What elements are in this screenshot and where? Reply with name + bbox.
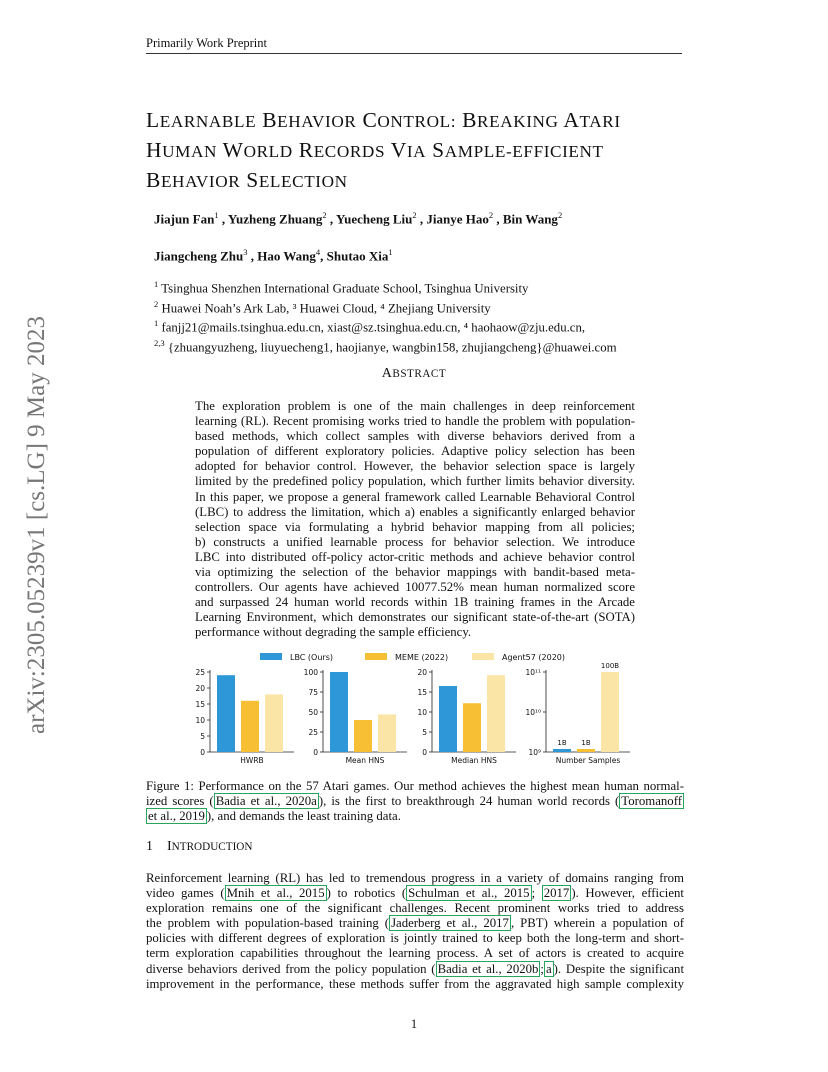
bar bbox=[577, 749, 595, 752]
abstract-line: LBC into distributed off-policy actor-critic methods and achieve behavior control bbox=[195, 549, 635, 564]
figure-caption bbox=[146, 779, 684, 825]
bar bbox=[265, 694, 283, 752]
affiliation-text: Huawei Noah’s Ark Lab, ³ Huawei Cloud, ⁴ Zhejiang University bbox=[158, 300, 491, 315]
bar bbox=[439, 686, 457, 752]
y-tick-label: 10⁹ bbox=[528, 748, 541, 757]
body-line bbox=[146, 931, 684, 946]
text-run: diverse behaviors derived from the policy population ( bbox=[146, 961, 436, 976]
caption-line bbox=[146, 794, 684, 809]
affiliation-mark: 2,3 bbox=[154, 337, 165, 348]
text-run: ) to robotics ( bbox=[326, 886, 407, 901]
legend-swatch bbox=[260, 653, 282, 660]
legend-swatch bbox=[365, 653, 387, 660]
caption-line bbox=[146, 779, 684, 794]
author-name: Hao Wang bbox=[257, 248, 316, 264]
bar bbox=[463, 703, 481, 752]
y-tick-label: 10¹⁰ bbox=[525, 708, 541, 717]
text-run: improvement in the performance, these methods suffer from the aggravated high sample complexity bbox=[146, 976, 684, 991]
abstract-line: adopted for behavior control. However, the behavior selection space is largely bbox=[195, 459, 635, 474]
affiliation-mark: 1 bbox=[154, 279, 159, 289]
body-line bbox=[146, 977, 684, 992]
title-line: LEARNABLE BEHAVIOR CONTROL: BREAKING ATARI bbox=[146, 108, 621, 132]
section-title: INTRODUCTION bbox=[167, 839, 253, 854]
author-affiliation-mark: 2 bbox=[412, 210, 417, 220]
running-header: Primarily Work Preprint bbox=[146, 36, 267, 50]
text-run: the problem with population-based training ( bbox=[146, 916, 390, 931]
y-tick-label: 25 bbox=[195, 668, 205, 677]
citation-link[interactable]: 2017 bbox=[543, 886, 570, 901]
authors-line-2: Jiangcheng Zhu$^3$ , Hao Wang$^4$, Shutao Xia$^1$ bbox=[154, 247, 393, 264]
abstract-line: b) constructs a unified learnable process for behavior selection. We introduce bbox=[195, 534, 635, 549]
x-axis-label: Mean HNS bbox=[345, 756, 385, 765]
affiliation-text: {zhuangyuzheng, liuyuecheng1, haojianye, wangbin158, zhujiangcheng}@huawei.com bbox=[164, 339, 617, 354]
abstract-line: Learning Environment, which demonstrates our significant state-of-the-art (SOTA) bbox=[195, 610, 635, 625]
citation-link[interactable]: Schulman et al., 2015 bbox=[408, 886, 530, 901]
author-name: Yuecheng Liu bbox=[335, 211, 413, 227]
affiliation-line bbox=[154, 277, 617, 297]
abstract-line: via optimizing the selection of the behavior mappings with bandit-based meta- bbox=[195, 565, 635, 580]
affiliation-line bbox=[154, 336, 617, 356]
x-axis-label: Number Samples bbox=[555, 756, 621, 765]
bar bbox=[354, 720, 372, 752]
abstract-line: In this paper, we propose a general framework called Learnable Behavioral Control bbox=[195, 489, 635, 504]
abstract-line: learning (RL). Recent promising works tried to handle the problem with population- bbox=[195, 414, 635, 429]
abstract-line: The exploration problem is one of the main challenges in deep reinforcement bbox=[195, 399, 635, 413]
figure-1-chart bbox=[180, 646, 650, 772]
authors-line-1: Jiajun Fan$^1$ , Yuzheng Zhuang$^2$ , Yuecheng Liu$^2$ , Jianye Hao$^2$ , Bin Wang$^2$ bbox=[154, 210, 563, 227]
y-tick-label: 75 bbox=[308, 688, 318, 697]
affiliations bbox=[154, 277, 617, 355]
author-affiliation-mark: 2 bbox=[488, 210, 494, 220]
legend-label: Agent57 (2020) bbox=[502, 653, 566, 662]
text-run: ). Despite the significant bbox=[553, 961, 685, 976]
text-run: Figure 1: Performance on the 57 Atari games. Our method achieves the highest mean human normal- bbox=[146, 779, 684, 793]
affiliation-text: fanjj21@mails.tsinghua.edu.cn, xiast@sz.tsinghua.edu.cn, ⁴ haohaow@zju.edu.cn, bbox=[158, 320, 586, 335]
citation-link[interactable]: a bbox=[545, 961, 552, 976]
y-tick-label: 20 bbox=[195, 684, 205, 693]
bar bbox=[601, 672, 619, 752]
abstract-line: limited by the predefined policy population, which further limits behavior diversity. bbox=[195, 474, 635, 489]
body-line bbox=[146, 871, 684, 886]
abstract-line: and surpassed 24 human world records within 1B training frames in the Arcade bbox=[195, 595, 635, 610]
citation-link[interactable]: Badia et al., 2020a bbox=[215, 794, 317, 809]
author-name: Yuzheng Zhuang bbox=[227, 211, 323, 227]
legend-swatch bbox=[472, 653, 494, 660]
y-tick-label: 5 bbox=[422, 728, 427, 737]
y-tick-label: 20 bbox=[417, 668, 427, 677]
body-line bbox=[146, 886, 684, 901]
author-name: Jianye Hao bbox=[426, 211, 489, 227]
abstract-line: population of different exploratory policies. Adaptive policy selection has been bbox=[195, 444, 635, 459]
text-run: ). However, efficient bbox=[571, 886, 684, 901]
text-run: ; bbox=[531, 886, 542, 901]
bar bbox=[553, 749, 571, 752]
citation-link[interactable]: Jaderberg et al., 2017 bbox=[391, 916, 509, 931]
author-affiliation-mark: 4 bbox=[315, 247, 321, 257]
author-name: Jiajun Fan bbox=[154, 211, 215, 227]
abstract-line: performance without degrading the sample efficiency. bbox=[195, 625, 472, 640]
section-number: 1 bbox=[146, 839, 153, 854]
y-tick-label: 10 bbox=[195, 716, 205, 725]
bar-data-label: 100B bbox=[600, 662, 620, 670]
author-affiliation-mark: 3 bbox=[243, 247, 248, 257]
bar bbox=[330, 672, 348, 752]
abstract-heading bbox=[0, 366, 828, 382]
text-run: ), and demands the least training data. bbox=[206, 809, 401, 824]
author-name: Jiangcheng Zhu bbox=[154, 248, 244, 264]
y-tick-label: 0 bbox=[422, 748, 427, 757]
affiliation-line bbox=[154, 297, 617, 317]
text-run: policies with different degrees of exploration is jointly trained to keep both the long-term and short- bbox=[146, 931, 684, 946]
arxiv-stamp: arXiv:2305.05239v1 [cs.LG] 9 May 2023 bbox=[23, 316, 50, 734]
y-tick-label: 10¹¹ bbox=[525, 668, 541, 677]
y-tick-label: 5 bbox=[200, 732, 205, 741]
y-tick-label: 10 bbox=[417, 708, 427, 717]
section-heading-introduction bbox=[146, 839, 252, 855]
title-line: HUMAN WORLD RECORDS VIA SAMPLE-EFFICIENT bbox=[146, 138, 604, 162]
affiliation-text: Tsinghua Shenzhen International Graduate School, Tsinghua University bbox=[158, 281, 529, 296]
citation-link[interactable]: Toromanoff bbox=[621, 794, 682, 809]
paper-title bbox=[146, 106, 706, 196]
body-line bbox=[146, 962, 684, 977]
bar-data-label: 1B bbox=[557, 739, 567, 747]
text-run: exploration remains one of the significant challenges. Recent prominent works tried to address bbox=[146, 901, 684, 916]
y-tick-label: 15 bbox=[195, 700, 205, 709]
author-affiliation-mark: 1 bbox=[388, 247, 393, 257]
y-tick-label: 25 bbox=[308, 728, 318, 737]
header-rule bbox=[146, 53, 682, 54]
affiliation-mark: 2 bbox=[154, 298, 159, 309]
author-name: Shutao Xia bbox=[326, 248, 389, 264]
text-run: ized scores ( bbox=[146, 794, 214, 809]
author-name: Bin Wang bbox=[502, 211, 558, 227]
abstract-line: (LBC) to address the limitation, which a) enables a significantly enlarged behavior bbox=[195, 504, 635, 519]
affiliation-line bbox=[154, 316, 617, 336]
abstract-line: controllers. Our agents have achieved 10077.52% mean human normalized score bbox=[195, 580, 635, 595]
page-number: 1 bbox=[410, 1017, 418, 1031]
text-run: term exploration capabilities throughout the learning process. A set of actors is created to acquire bbox=[146, 946, 684, 961]
legend-label: LBC (Ours) bbox=[290, 653, 333, 662]
y-tick-label: 15 bbox=[417, 688, 427, 697]
author-affiliation-mark: 2 bbox=[557, 210, 563, 220]
bar bbox=[378, 714, 396, 752]
title-line: BEHAVIOR SELECTION bbox=[146, 168, 348, 192]
caption-line bbox=[146, 809, 684, 824]
y-tick-label: 0 bbox=[313, 748, 318, 757]
abstract-heading-text: ABSTRACT bbox=[381, 366, 447, 381]
body-line bbox=[146, 946, 684, 961]
text-run: ; bbox=[540, 961, 544, 976]
legend-label: MEME (2022) bbox=[395, 653, 449, 662]
citation-link[interactable]: et al., 2019 bbox=[148, 809, 205, 824]
text-run: ), is the first to breakthrough 24 human world records ( bbox=[318, 794, 620, 809]
x-axis-label: HWRB bbox=[240, 756, 264, 765]
bar bbox=[241, 701, 259, 752]
abstract-line: selection space via formulating a hybrid behavior mapping from all policies; bbox=[195, 519, 635, 534]
body-line bbox=[146, 916, 684, 931]
x-axis-label: Median HNS bbox=[451, 756, 497, 765]
text-run: video games ( bbox=[146, 886, 225, 901]
affiliation-mark: 1 bbox=[154, 318, 159, 329]
citation-link[interactable]: Badia et al., 2020b bbox=[437, 961, 539, 976]
bar bbox=[217, 675, 235, 752]
bar bbox=[487, 675, 505, 752]
bar-data-label: 1B bbox=[581, 739, 591, 747]
body-line bbox=[146, 901, 684, 916]
abstract-body bbox=[195, 399, 635, 641]
introduction-body bbox=[146, 871, 684, 992]
y-tick-label: 0 bbox=[200, 748, 205, 757]
abstract-line: based methods, which collect samples with diverse behaviors derived from a bbox=[195, 429, 635, 444]
author-affiliation-mark: 1 bbox=[214, 210, 219, 220]
y-tick-label: 100 bbox=[303, 668, 318, 677]
y-tick-label: 50 bbox=[308, 708, 318, 717]
text-run: , PBT) wherein a population of bbox=[510, 916, 684, 931]
citation-link[interactable]: Mnih et al., 2015 bbox=[226, 886, 325, 901]
author-affiliation-mark: 2 bbox=[322, 210, 327, 220]
text-run: Reinforcement learning (RL) has led to tremendous progress in a variety of domains ranging from bbox=[146, 871, 684, 885]
